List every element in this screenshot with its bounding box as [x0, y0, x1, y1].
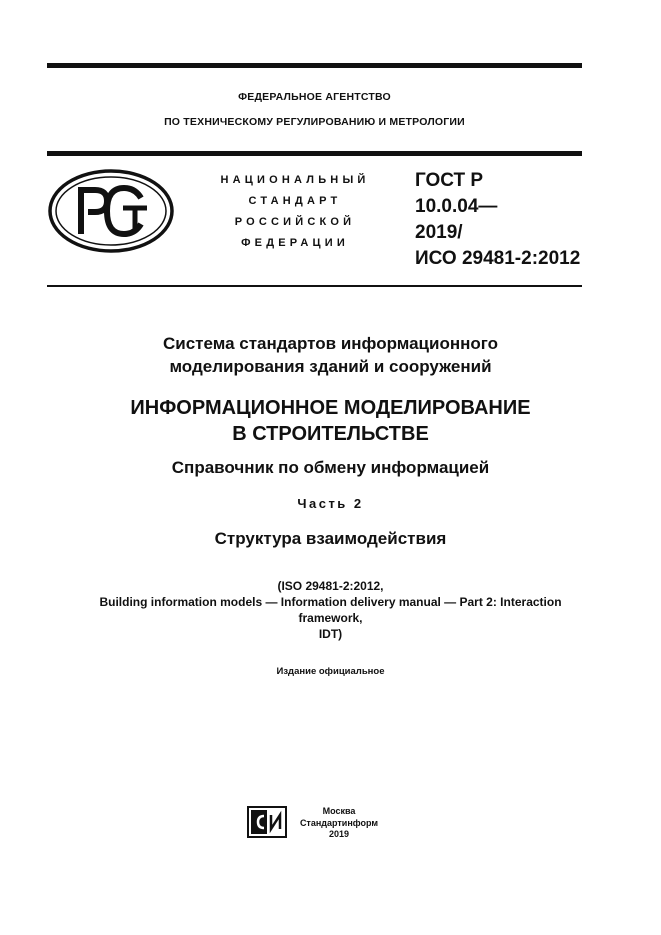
part-number: Часть 2: [297, 496, 364, 511]
agency-name-line2: ПО ТЕХНИЧЕСКОМУ РЕГУЛИРОВАНИЮ И МЕТРОЛОГИИ: [164, 116, 465, 128]
natstd-line1: НАЦИОНАЛЬНЫЙ: [220, 174, 370, 186]
iso-line3: framework,: [298, 611, 363, 625]
main-title-line2: В СТРОИТЕЛЬСТВЕ: [232, 423, 429, 445]
iso-reference: [30, 578, 631, 642]
publisher-year: 2019: [328, 829, 350, 839]
part-title: Структура взаимодействия: [214, 529, 447, 548]
system-title: [30, 332, 631, 378]
header-rule: [47, 151, 582, 156]
standard-designation: [415, 168, 595, 272]
natstd-line2: СТАНДАРТ: [248, 195, 342, 207]
designation-line4: ИСО 29481-2:2012: [415, 248, 581, 269]
publisher-city: Москва: [322, 806, 356, 816]
iso-line1: (ISO 29481-2:2012,: [277, 579, 384, 593]
top-rule: [47, 63, 582, 68]
iso-line2: Building information models — Information delivery manual — Part 2: Interaction: [99, 595, 562, 609]
main-title: [30, 395, 631, 447]
edition-note: Издание официальное: [276, 666, 385, 677]
iso-line4: IDT): [318, 627, 343, 641]
designation-line3: 2019/: [415, 222, 463, 243]
designation-line1: ГОСТ Р: [415, 170, 484, 191]
main-title-line1: ИНФОРМАЦИОННОЕ МОДЕЛИРОВАНИЕ: [130, 397, 531, 419]
designation-line2: 10.0.04—: [415, 196, 498, 217]
publisher-info: [294, 806, 384, 841]
natstd-line4: ФЕДЕРАЦИИ: [241, 237, 349, 249]
agency-name-line1: ФЕДЕРАЛЬНОЕ АГЕНТСТВО: [238, 91, 391, 103]
reference-title: Справочник по обмену информацией: [171, 458, 490, 477]
publisher-name: Стандартинформ: [299, 817, 379, 828]
natstd-line3: РОССИЙСКОЙ: [234, 216, 356, 228]
title-rule: [47, 285, 582, 287]
system-title-line1: Система стандартов информационного: [162, 334, 498, 353]
standartinform-logo-icon: [247, 806, 287, 838]
system-title-line2: моделирования зданий и сооружений: [169, 357, 492, 376]
rst-certification-mark-icon: [47, 168, 175, 254]
national-standard-label: [205, 170, 385, 254]
